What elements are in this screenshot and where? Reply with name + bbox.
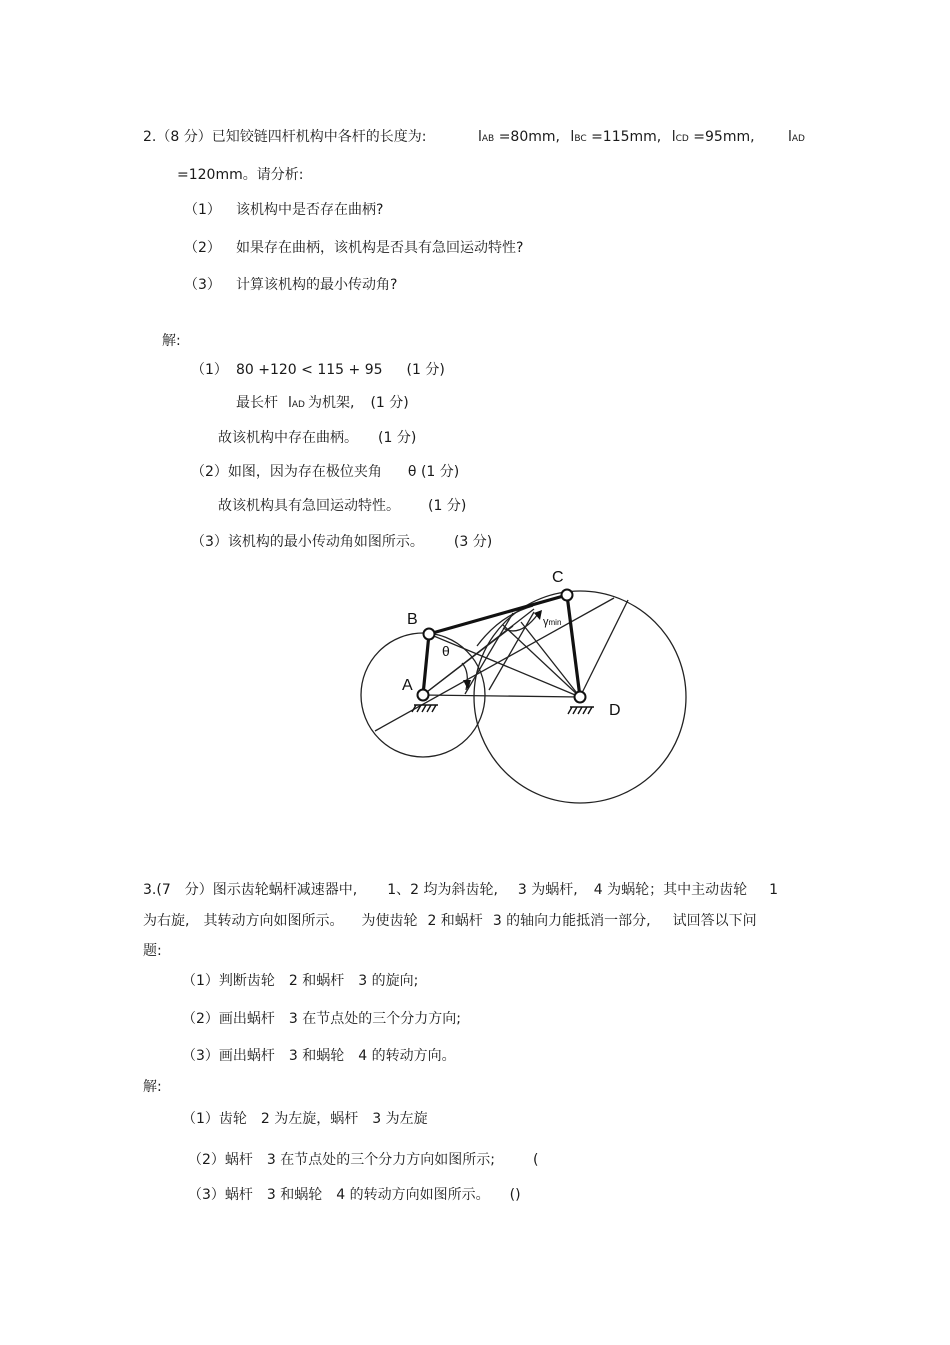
q2-item-3: （3） 计算该机构的最小传动角? (184, 277, 398, 293)
a2-line-3: 故该机构中存在曲柄。 (1 分) (218, 430, 417, 446)
a2-line-6: （3）该机构的最小传动角如图所示。 (3 分) (191, 534, 493, 550)
joint-a (418, 690, 429, 701)
q3-line-1: 3.(7 分）图示齿轮蜗杆减速器中, 1、2 均为斜齿轮, 3 为蜗杆, 4 为蜗轮；其中主动齿轮 1 (143, 882, 778, 898)
q2-item-2: （2） 如果存在曲柄，该机构是否具有急回运动特性? (184, 240, 524, 256)
a2-line-5: 故该机构具有急回运动特性。 (1 分) (218, 498, 467, 514)
construction-line-2 (489, 612, 534, 690)
q2-head-text: 2.（8 分）已知铰链四杆机构中各杆的长度为: (143, 129, 427, 145)
a2-label: 解: (162, 333, 181, 349)
q3-item-2: （2）画出蜗杆 3 在节点处的三个分力方向; (182, 1011, 461, 1027)
construction-line-4 (503, 625, 580, 697)
a2-line-2: 最长杆 lAD 为机架, (1 分) (236, 395, 409, 411)
rocker-extreme-line (580, 600, 628, 697)
a2-line-4: （2）如图，因为存在极位夹角 θ (1 分) (191, 464, 460, 480)
label-d: D (609, 702, 621, 719)
label-a: A (402, 677, 413, 694)
q3-item-3: （3）画出蜗杆 3 和蜗轮 4 的转动方向。 (182, 1048, 456, 1064)
l-bc: lBC =115mm, (570, 129, 662, 145)
a3-line-2: （2）蜗杆 3 在节点处的三个分力方向如图所示; ( (188, 1152, 539, 1168)
label-c: C (552, 569, 564, 586)
q3-line-3: 题: (143, 943, 162, 959)
a3-label: 解: (143, 1079, 162, 1095)
q2-item-1: （1） 该机构中是否存在曲柄? (184, 202, 384, 218)
construction-line-1 (465, 613, 513, 694)
a2-line-1: （1） 80 +120 < 115 + 95 (1 分) (191, 362, 445, 378)
l-ad-value: =120mm。请分析: (177, 167, 304, 183)
label-theta: θ (442, 643, 450, 659)
l-ab: lAB =80mm, (478, 129, 560, 145)
frame-line-ad (423, 695, 580, 697)
link-cd (567, 595, 580, 697)
label-gamma: γmin (543, 616, 562, 628)
link-ab (423, 634, 429, 695)
joint-d (575, 692, 586, 703)
q3-item-1: （1）判断齿轮 2 和蜗杆 3 的旋向; (182, 973, 419, 989)
a3-line-1: （1）齿轮 2 为左旋，蜗杆 3 为左旋 (182, 1111, 428, 1127)
link-bc (429, 595, 567, 634)
coupler-to-center-line (429, 634, 580, 697)
l-cd: lCD =95mm, (671, 129, 755, 145)
label-b: B (407, 611, 418, 628)
q3-line-2: 为右旋, 其转动方向如图所示。 为使齿轮 2 和蜗杆 3 的轴向力能抵消一部分, 试回答以下问 (143, 913, 757, 929)
ground-d (568, 707, 594, 714)
a3-line-3: （3）蜗杆 3 和蜗轮 4 的转动方向如图所示。 () (188, 1187, 521, 1203)
joint-c (562, 590, 573, 601)
l-ad-label: lAD (788, 129, 805, 145)
joint-b (424, 629, 435, 640)
